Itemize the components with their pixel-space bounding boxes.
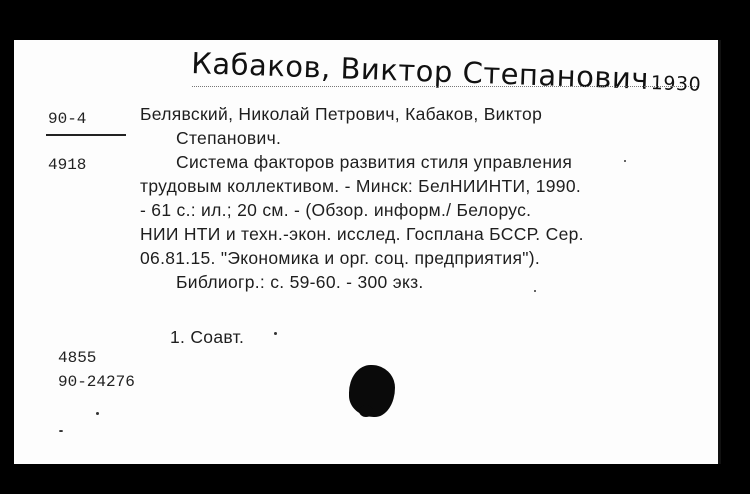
entry-line-imprint: трудовым коллективом. - Минск: БелНИИНТИ, 1990.	[140, 176, 582, 196]
handwritten-year: 1930	[650, 72, 702, 96]
entry-line-authors: Белявский, Николай Петрович, Кабаков, Виктор	[140, 104, 543, 124]
heading-underline	[192, 86, 697, 87]
ink-blot	[349, 365, 395, 417]
entry-line-title: Система факторов развития стиля управления	[176, 152, 573, 172]
speck	[534, 290, 536, 292]
catalog-card	[14, 40, 721, 464]
accession-number-1: 4855	[58, 349, 97, 367]
entry-line-authors-cont: Степанович.	[176, 128, 282, 148]
speck	[96, 412, 99, 415]
call-number-top: 90-4	[48, 110, 87, 128]
speck	[624, 160, 626, 162]
speck	[59, 430, 63, 432]
handwritten-heading	[191, 46, 702, 98]
speck	[274, 332, 277, 335]
entry-line-series-cont: 06.81.15. "Экономика и орг. соц. предприятия").	[140, 248, 541, 268]
accession-number-2: 90-24276	[58, 373, 135, 391]
entry-line-series: НИИ НТИ и техн.-экон. исслед. Госплана БССР. Сер.	[140, 224, 584, 244]
entry-line-collation: - 61 с.: ил.; 20 см. - (Обзор. информ./ Белорус.	[140, 200, 532, 220]
call-number-divider	[46, 134, 126, 136]
handwritten-author-name: Кабаков, Виктор Степанович	[190, 46, 650, 96]
entry-line-notes: Библиогр.: с. 59-60. - 300 экз.	[176, 272, 424, 292]
call-number-bottom: 4918	[48, 156, 87, 174]
entry-line-tracing: 1. Соавт.	[170, 327, 245, 347]
